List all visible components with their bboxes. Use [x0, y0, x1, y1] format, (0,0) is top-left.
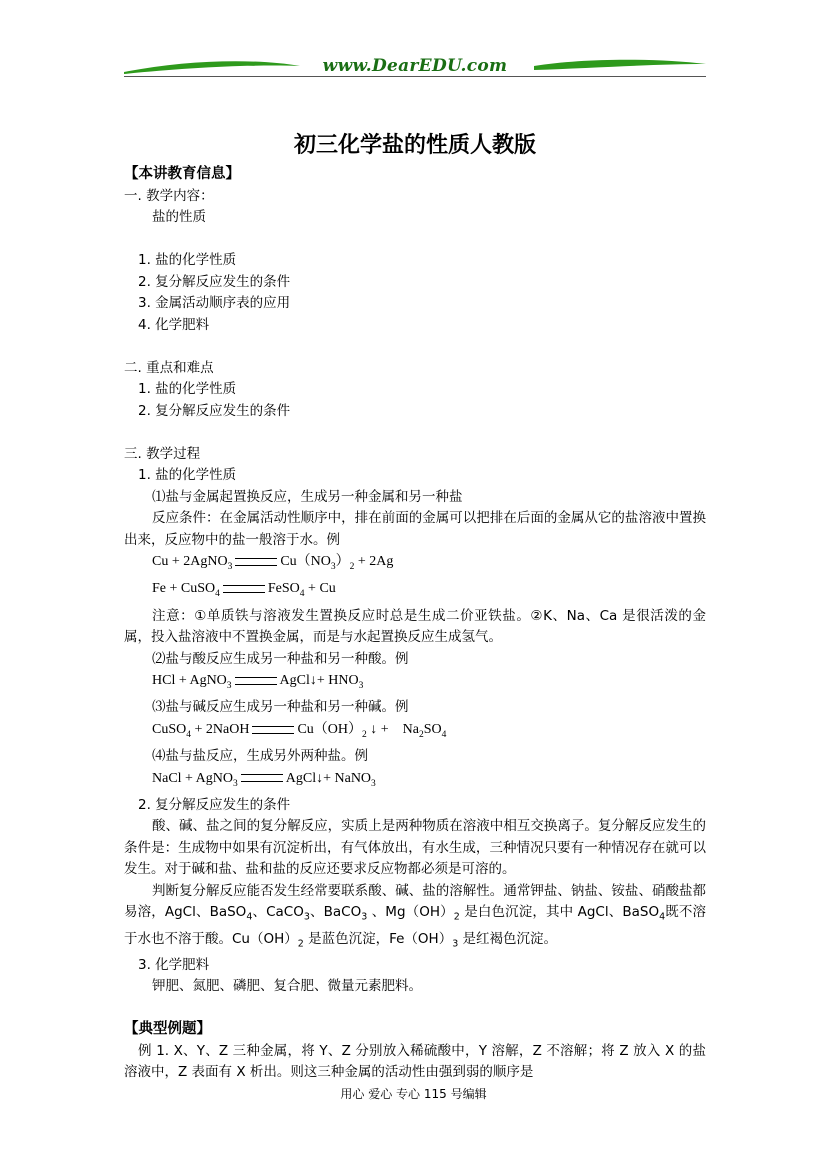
- s1-item: 4. 化学肥料: [138, 316, 210, 333]
- section-info-heading: 【本讲教育信息】: [124, 166, 240, 182]
- equation-3: HCl + AgNO$_3$ AgCl↓+ $HNO_3$: [152, 673, 364, 691]
- equation-4: CuSO$_4$ + 2NaOH $Cu(OH)_2$ ↓ + $Na_2SO_4$: [152, 721, 447, 740]
- equals-sign: [252, 726, 294, 734]
- s3-heading: 三. 教学过程: [124, 445, 201, 462]
- document-title: 初三化学盐的性质人教版: [293, 132, 536, 158]
- s3-point-2-heading: 2. 复分解反应发生的条件: [138, 796, 291, 813]
- equation-5: NaCl + AgNO$_3$ AgCl↓+ NaNO$_3$: [152, 770, 376, 789]
- header-rule: [124, 76, 706, 77]
- s1-item: 1. 盐的化学性质: [138, 252, 237, 268]
- s3-point-3-heading: 3. 化学肥料: [138, 956, 210, 973]
- s1-topic: 盐的性质: [152, 209, 206, 225]
- fertilizer-list: 钾肥、氮肥、磷肥、复合肥、微量元素肥料。: [152, 978, 422, 995]
- equals-sign: [235, 677, 277, 685]
- equation-1: Cu + 2AgNO$_3$ $Cu(NO_3)_2 + 2Ag$: [152, 554, 394, 572]
- equals-sign: [241, 774, 283, 782]
- equals-sign: [235, 558, 277, 566]
- note: 注意：①单质铁与溶液发生置换反应时总是生成二价亚铁盐。②K、Na、Ca 是很活泼的金属，投入盐溶液中不置换金属，而是与水起置换反应生成氢气。: [124, 607, 706, 646]
- s1-heading: 一. 教学内容：: [124, 187, 214, 204]
- paragraph-decomposition: 酸、碱、盐之间的复分解反应，实质上是两种物质在溶液中相互交换离子。复分解反应发生的条件是：生成物中如果有沉淀析出，有气体放出，有水生成，三种情况只要有一种情况存在就可以发生。对于碱和盐、盐和盐的反应还要求反应物都必须是可溶的。: [124, 818, 706, 878]
- s3-sub-4: ⑷盐与盐反应，生成另外两种盐。例: [152, 748, 368, 765]
- s3-point-1-heading: 1. 盐的化学性质: [138, 467, 237, 483]
- section-example-heading: 【典型例题】: [124, 1021, 211, 1038]
- s1-item: 2. 复分解反应发生的条件: [138, 273, 291, 290]
- equals-sign: [223, 585, 265, 593]
- equation-2: Fe + CuSO$_4$ FeSO$_4$ + Cu: [152, 581, 336, 600]
- example-1: 例 1. X、Y、Z 三种金属，将 Y、Z 分别放入稀硫酸中，Y 溶解，Z 不溶解；将 Z 放入 X 的盐溶液中，Z 表面有 X 析出。则这三种金属的活动性由强到弱的顺序是: [124, 1042, 706, 1081]
- s2-item: 1. 盐的化学性质: [138, 381, 237, 397]
- reaction-condition: 反应条件：在金属活动性顺序中，排在前面的金属可以把排在后面的金属从它的盐溶液中置换出来，反应物中的盐一般溶于水。例: [124, 510, 706, 548]
- s2-item: 2. 复分解反应发生的条件: [138, 402, 291, 419]
- s3-sub-2: ⑵盐与酸反应生成另一种盐和另一种酸。例: [152, 650, 409, 667]
- page-footer: 用心 爱心 专心 115 号编辑: [340, 1087, 487, 1101]
- site-brand[interactable]: www.DearEDU.com: [322, 56, 508, 76]
- s2-heading: 二. 重点和难点: [124, 359, 214, 376]
- document-body: [124, 128, 706, 1084]
- s3-sub-1: ⑴盐与金属起置换反应，生成另一种金属和另一种盐: [152, 488, 463, 505]
- s1-item: 3. 金属活动顺序表的应用: [138, 295, 291, 311]
- paragraph-solubility: 判断复分解反应能否发生经常要联系酸、碱、盐的溶解性。通常钾盐、钠盐、铵盐、硝酸盐都易溶，AgCl、BaSO$_4$、CaCO$_3$、BaCO$_3$ 、$Mg(OH)_2$ 是白色沉淀，其中 AgCl、BaSO$_4$既不溶于水也不溶于酸。$Cu(OH)_2$ 是蓝色沉淀，$Fe(OH)_3$ 是红褐色沉淀。: [124, 882, 706, 950]
- s3-sub-3: ⑶盐与碱反应生成另一种盐和另一种碱。例: [152, 699, 409, 716]
